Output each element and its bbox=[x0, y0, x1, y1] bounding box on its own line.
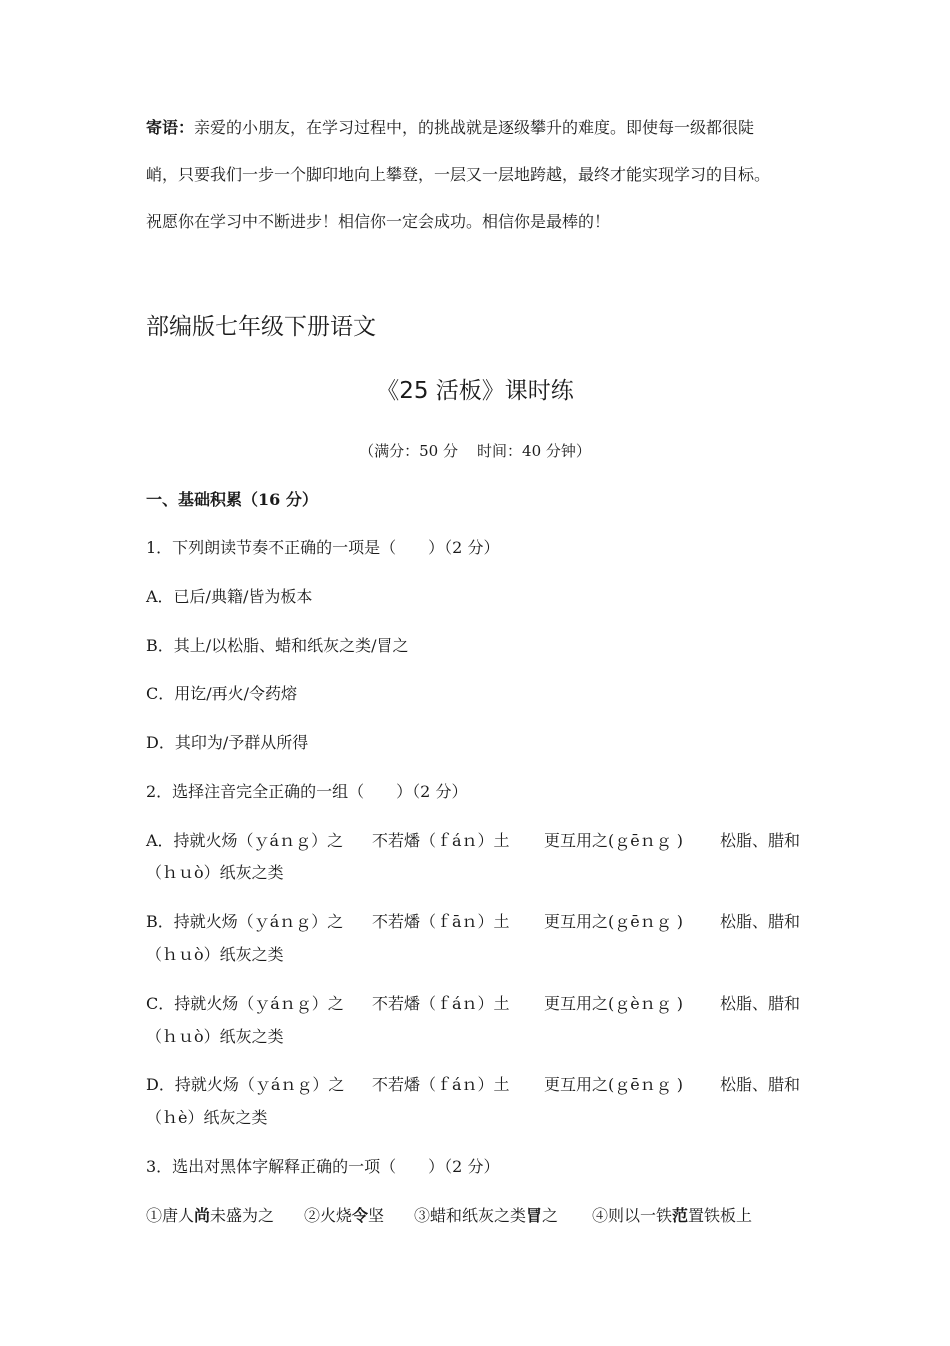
q3-item-1-post: 未盛为之 bbox=[210, 1206, 275, 1225]
q3-item-1 bbox=[146, 1206, 274, 1226]
q3-item-4-post: 置铁板上 bbox=[688, 1206, 753, 1225]
q3-item-3-pre: ③蜡和纸灰之类 bbox=[414, 1206, 527, 1225]
q2-a-part3: 更互用之(ｇēｎｇ ) bbox=[544, 831, 684, 850]
q3-item-3-post: 之 bbox=[542, 1206, 559, 1225]
q2-option-d-line2: （ｈè）纸灰之类 bbox=[146, 1108, 268, 1127]
q3-item-2 bbox=[304, 1206, 384, 1226]
q2-b-part4: 松脂、腊和 bbox=[720, 912, 801, 931]
q1-option-b: B．其上/以松脂、蜡和纸灰之类/冒之 bbox=[146, 636, 409, 655]
q3-item-4-bold: 范 bbox=[672, 1206, 689, 1225]
preface-label: 寄语： bbox=[146, 118, 195, 137]
q2-option-b-line2: （ｈｕò）纸灰之类 bbox=[146, 945, 284, 964]
q1-option-d: D．其印为/予群从所得 bbox=[146, 733, 309, 752]
q3-item-1-bold: 尚 bbox=[194, 1206, 211, 1225]
q3-item-4 bbox=[592, 1206, 752, 1226]
q2-a-part4: 松脂、腊和 bbox=[720, 831, 801, 850]
series-title: 部编版七年级下册语文 bbox=[146, 314, 376, 340]
preface-line-3: 祝愿你在学习中不断进步！相信你一定会成功。相信你是最棒的！ bbox=[146, 212, 611, 231]
q2-b-part2: 不若燔（ｆāｎ）土 bbox=[372, 912, 510, 931]
q1-stem: 1．下列朗读节奏不正确的一项是（ ）（2 分） bbox=[146, 538, 500, 557]
q2-a-part1: A．持就火炀（ｙáｎｇ）之 bbox=[146, 831, 344, 850]
q2-d-part1: D．持就火炀（ｙáｎｇ）之 bbox=[146, 1075, 345, 1094]
q2-c-part4: 松脂、腊和 bbox=[720, 994, 801, 1013]
q2-stem: 2．选择注音完全正确的一组（ ）（2 分） bbox=[146, 782, 468, 801]
lesson-title: 《25 活板》课时练 bbox=[376, 378, 574, 404]
q2-option-a-line2: （ｈｕò）纸灰之类 bbox=[146, 863, 284, 882]
q2-c-part3: 更互用之(ｇèｎｇ ) bbox=[544, 994, 684, 1013]
q3-stem: 3．选出对黑体字解释正确的一项（ ）（2 分） bbox=[146, 1157, 500, 1176]
preface-line-2: 峭，只要我们一步一个脚印地向上攀登，一层又一层地跨越，最终才能实现学习的目标。 bbox=[146, 165, 771, 184]
exam-meta: （满分：50 分 时间：40 分钟） bbox=[359, 442, 591, 460]
q3-item-4-pre: ④则以一铁 bbox=[592, 1206, 673, 1225]
q2-d-part3: 更互用之(ｇēｎｇ ) bbox=[544, 1075, 684, 1094]
section-heading: 一、基础积累（16 分） bbox=[146, 490, 318, 509]
q2-a-part2: 不若燔（ｆáｎ）土 bbox=[372, 831, 510, 850]
preface-text-1: 亲爱的小朋友，在学习过程中，的挑战就是逐级攀升的难度。即使每一级都很陡 bbox=[194, 118, 755, 137]
q2-c-part2: 不若燔（ｆáｎ）土 bbox=[372, 994, 510, 1013]
q3-item-2-bold: 令 bbox=[352, 1206, 369, 1225]
q2-d-part2: 不若燔（ｆáｎ）土 bbox=[372, 1075, 510, 1094]
q2-b-part1: B．持就火炀（ｙáｎｇ）之 bbox=[146, 912, 344, 931]
q1-option-c: C．用讫/再火/令药熔 bbox=[146, 684, 298, 703]
q3-item-3 bbox=[414, 1206, 558, 1226]
q2-option-c-line2: （ｈｕò）纸灰之类 bbox=[146, 1027, 284, 1046]
preface-line-1 bbox=[146, 118, 816, 138]
q1-option-a: A．已后/典籍/皆为板本 bbox=[146, 587, 313, 606]
q2-c-part1: C．持就火炀（ｙáｎｇ）之 bbox=[146, 994, 344, 1013]
q3-item-1-pre: ①唐人 bbox=[146, 1206, 195, 1225]
q3-item-2-post: 坚 bbox=[368, 1206, 385, 1225]
q2-d-part4: 松脂、腊和 bbox=[720, 1075, 801, 1094]
q3-item-2-pre: ②火烧 bbox=[304, 1206, 353, 1225]
q3-item-3-bold: 冒 bbox=[526, 1206, 543, 1225]
q2-b-part3: 更互用之(ｇēｎｇ ) bbox=[544, 912, 684, 931]
